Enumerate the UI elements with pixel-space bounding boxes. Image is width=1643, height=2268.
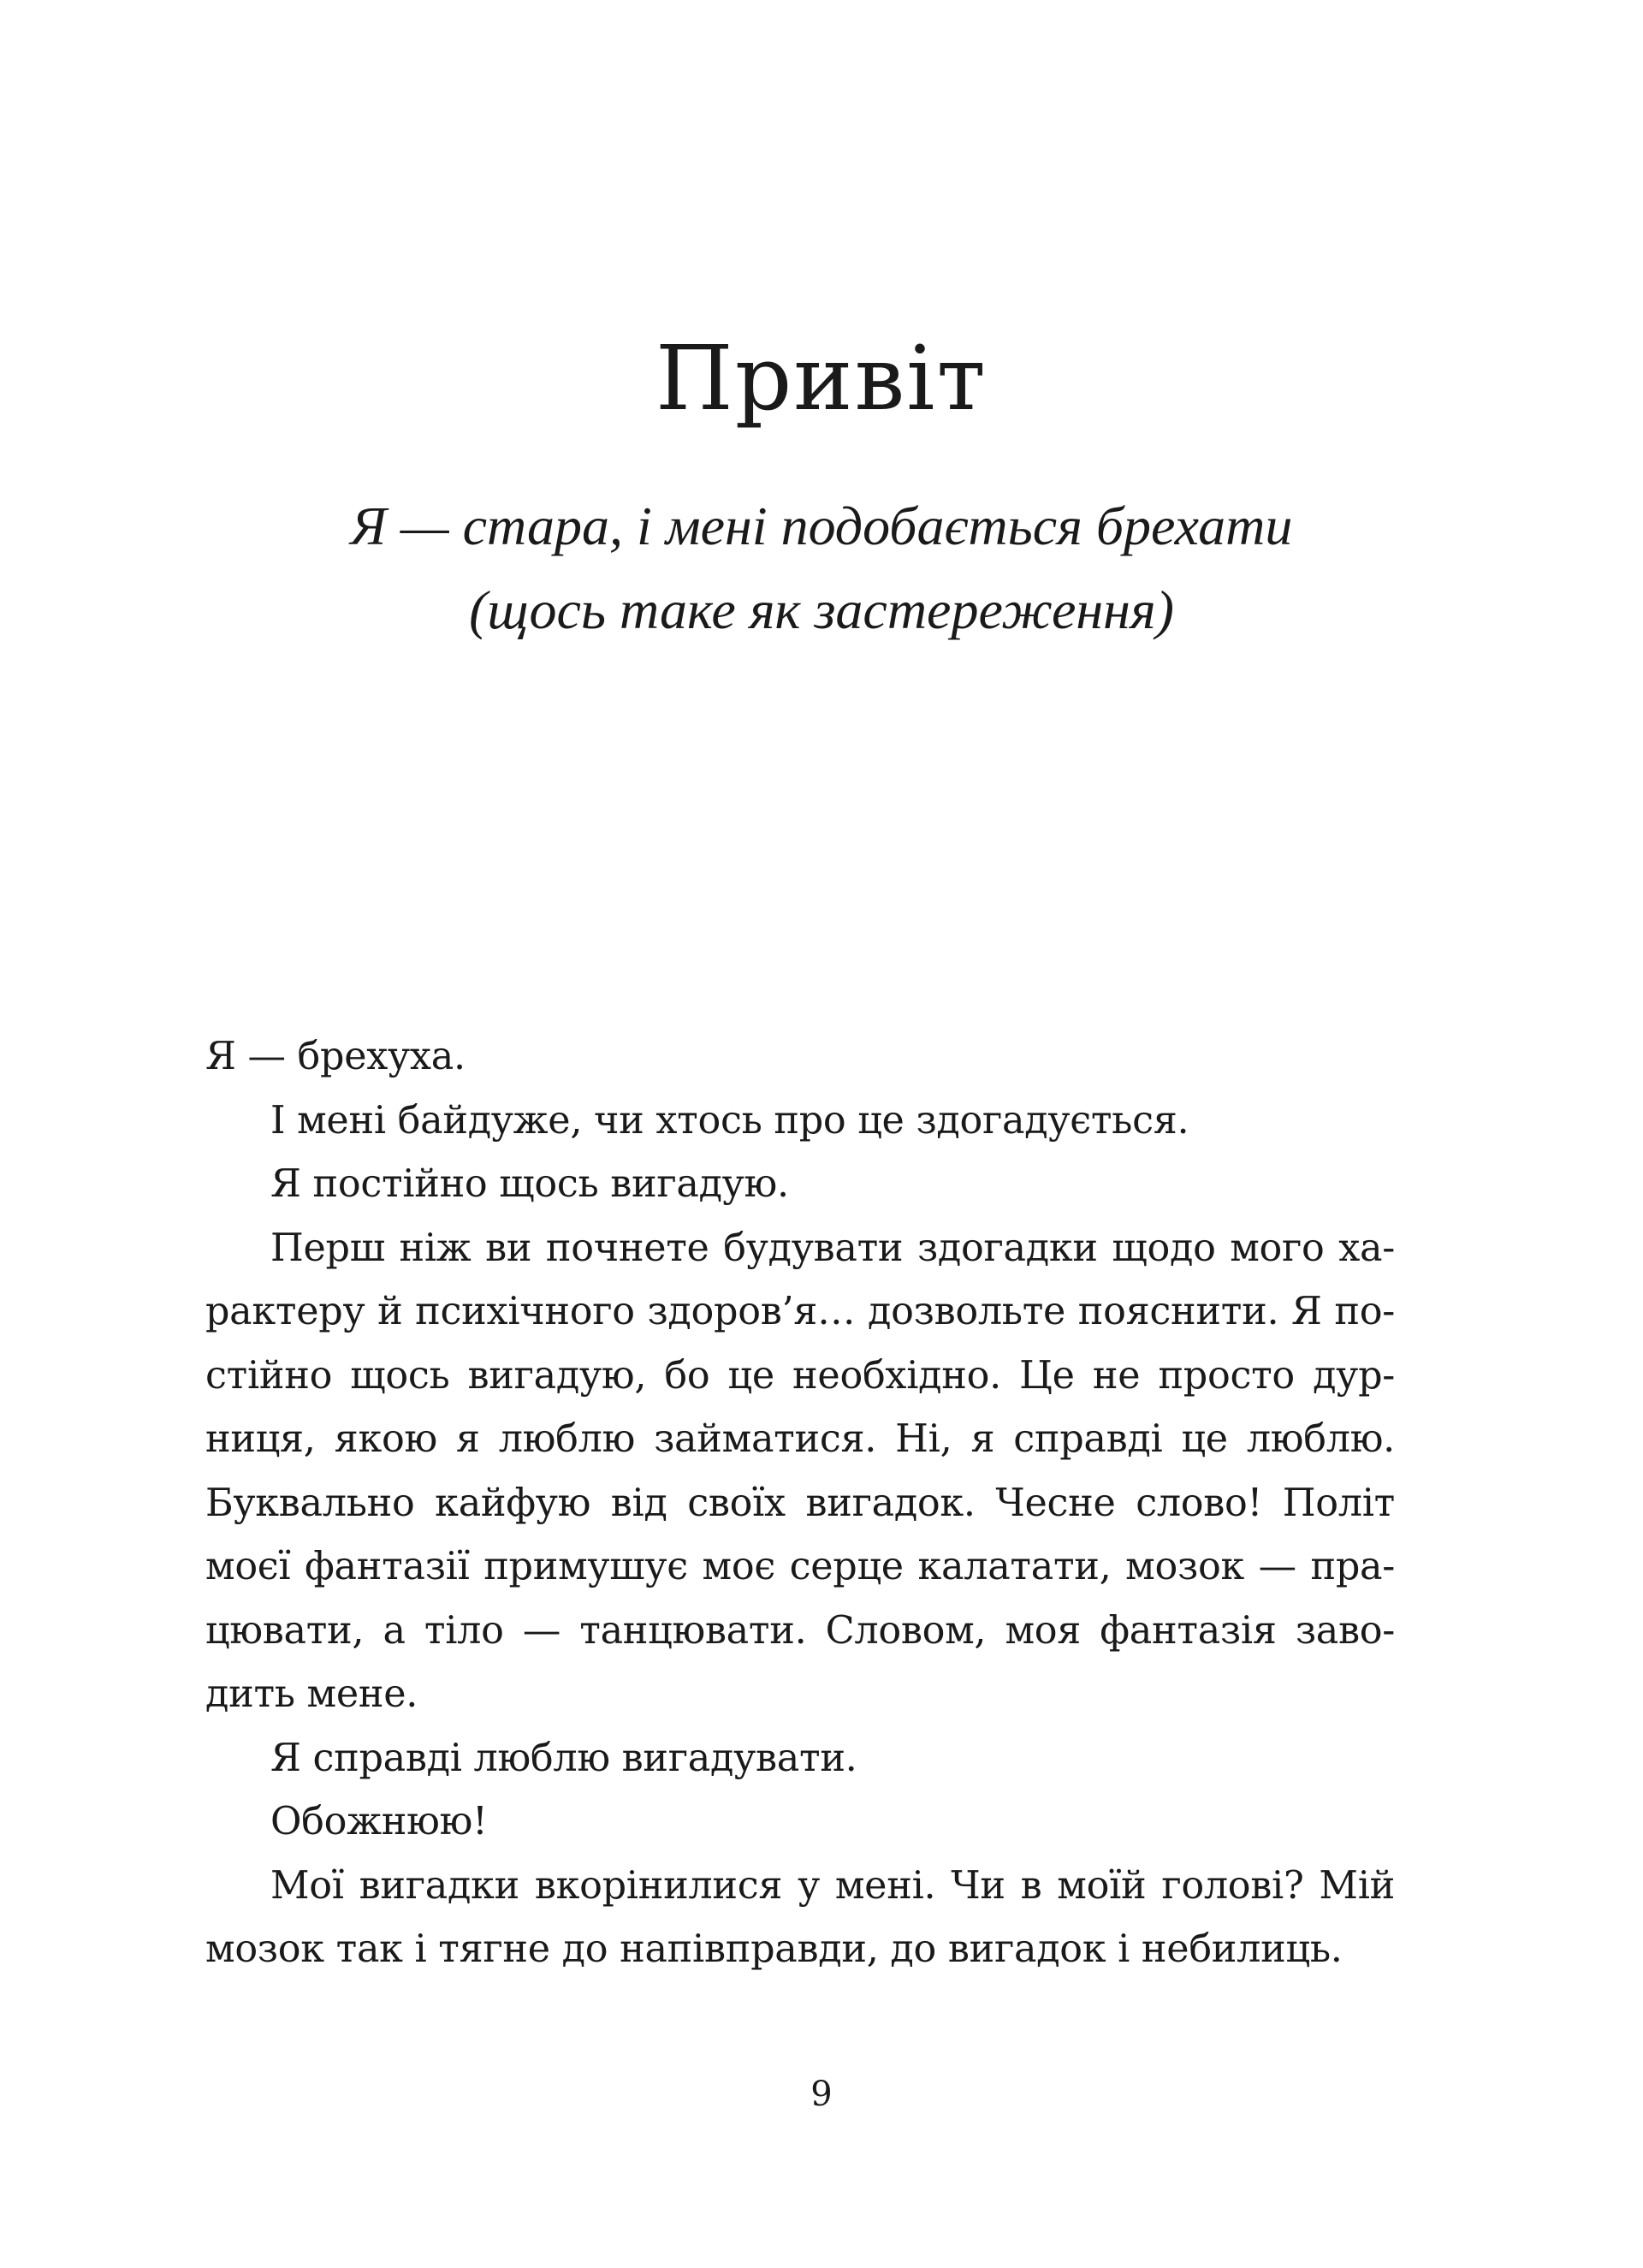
paragraph: Я постійно щось вигадую. [270,1162,789,1206]
paragraph: Я справді люблю вигадувати. [270,1736,857,1780]
page-number: 9 [810,2075,833,2114]
subtitle-line: (щось таке як застереження) [469,579,1174,640]
paragraph: І мені байдуже, чи хтось про це здогадується. [270,1098,1189,1143]
paragraph-line: цювати, а тіло — танцювати. Словом, моя фантазія заво- [205,1608,1395,1653]
chapter-title: Привіт [655,326,988,430]
paragraph-line: дить мене. [205,1672,418,1716]
paragraph: Я — брехуха. [205,1035,466,1078]
paragraph-line: рактеру й психічного здоров’я… дозвольте пояснити. Я по- [205,1290,1395,1333]
paragraph-line: ниця, якою я люблю займатися. Ні, я справді це люблю. [205,1417,1395,1461]
paragraph-line: стійно щось вигадую, бо це необхідно. Це не просто дур- [205,1353,1395,1398]
chapter-subtitle [0,484,1643,652]
paragraph-line: моєї фантазії примушує моє серце калатати, мозок — пра- [205,1545,1395,1588]
paragraph: Обожнюю! [270,1800,488,1843]
paragraph [205,1217,1395,1727]
paragraph-line: Буквально кайфую від своїх вигадок. Чесне слово! Політ [205,1481,1395,1525]
paragraph-line: мозок так і тягне до напівправди, до вигадок і небилиць. [205,1927,1343,1971]
subtitle-line: Я — стара, і мені подобається брехати [350,496,1293,556]
body-text [205,1025,1395,1982]
paragraph-line: Перш ніж ви почнете будувати здогадки щодо мого ха- [270,1226,1395,1270]
paragraph [205,1855,1395,1982]
paragraph-line: Мої вигадки вкорінилися у мені. Чи в моїй голові? Мій [270,1863,1395,1908]
